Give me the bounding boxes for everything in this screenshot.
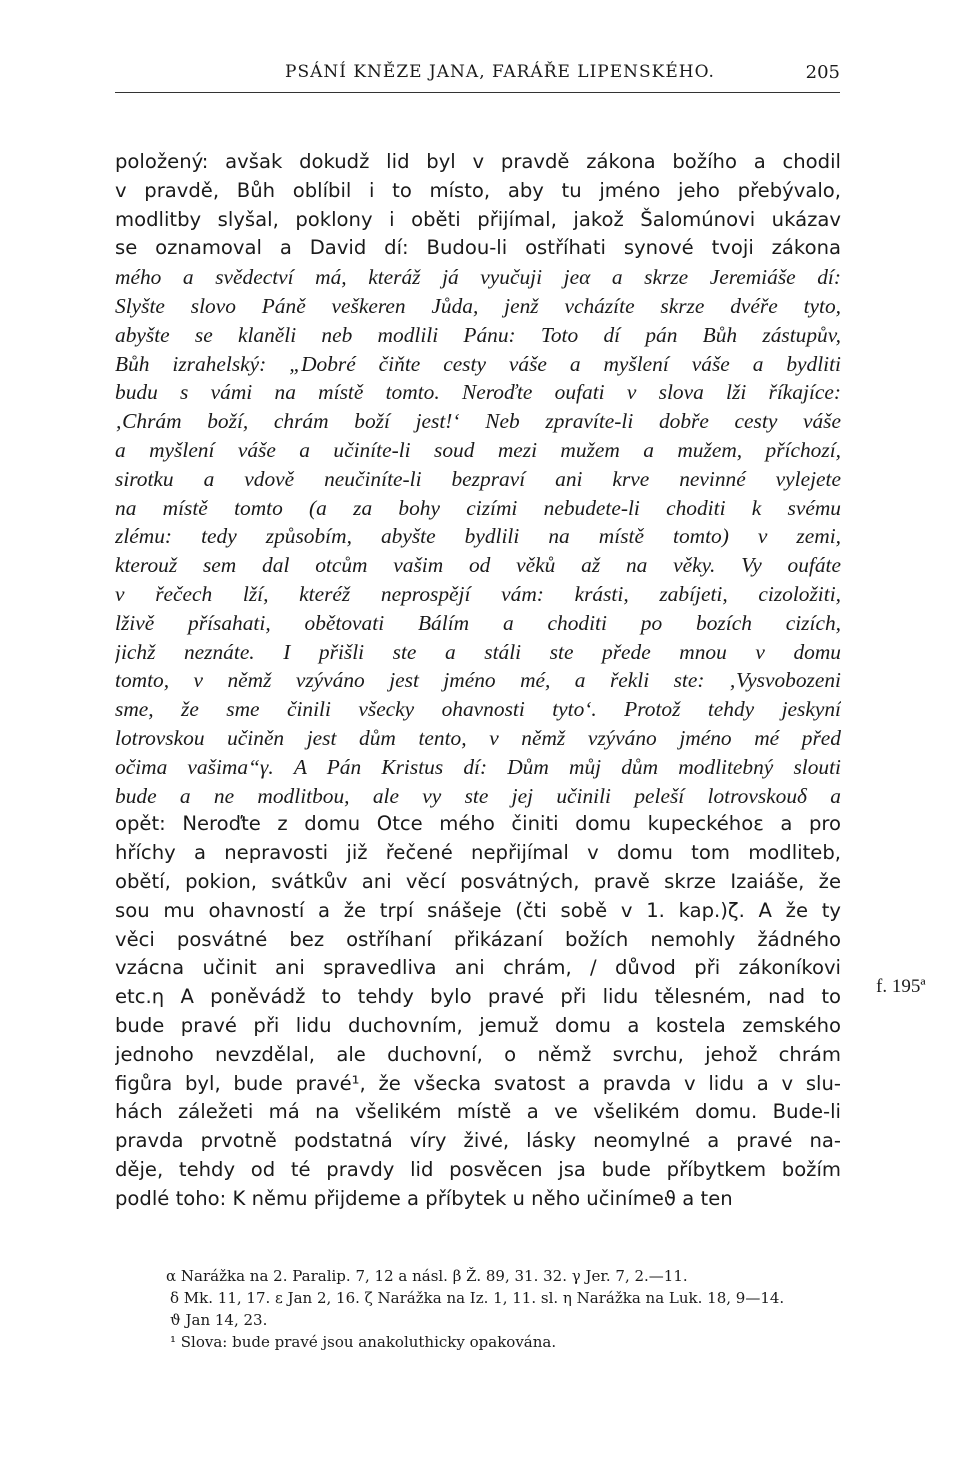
text-line: sou mu ohavností a že trpí snášeje (čti sobě v 1. kap.)ζ. A že ty	[115, 898, 841, 922]
text-line: abyšte se klaněli neb modlili Pánu: Toto dí pán Bůh zástupův,	[115, 322, 841, 347]
footnote-line: δ Mk. 11, 17. ε Jan 2, 16. ζ Narážka na Iz. 1, 11. sl. η Narážka na Luk. 18, 9—14.	[170, 1289, 785, 1307]
text-line: položený: avšak dokudž lid byl v pravdě zákona božího a chodil	[115, 150, 841, 173]
body-text	[115, 148, 841, 1213]
text-line: budu s vámi na místě tomto. Neroďte oufati v slova lži říkajíce:	[115, 380, 841, 405]
margin-folio-note: f. 195ª	[876, 976, 926, 997]
text-line: sme, že sme činili všecky ohavnosti tyto‘. Protož tehdy jeskyní	[115, 697, 841, 722]
text-line: hách záležeti má na všelikém místě a ve všelikém domu. Bude-li	[115, 1100, 841, 1124]
text-line: opět: Neroďte z domu Otce mého činiti domu kupeckéhoε a pro	[115, 812, 841, 836]
text-line: v řečech lží, kteréž neprospějí vám: krásti, zabíjeti, cizoložiti,	[115, 581, 841, 606]
text-line: kterouž sem dal otcům vašim od věků až na věky. Vy oufáte	[115, 553, 841, 578]
text-line: lotrovskou učiněn jest dům tento, v němž vzýváno jméno mé před	[115, 725, 841, 750]
footnote-line: α Narážka na 2. Paralip. 7, 12 a násl. β Ž. 89, 31. 32. γ Jer. 7, 2.—11.	[166, 1267, 688, 1285]
text-line: v pravdě, Bůh oblíbil i to místo, aby tu jméno jeho přebývalo,	[115, 178, 841, 202]
text-line: bude pravé při lidu duchovním, jemuž domu a kostela zemského	[115, 1013, 841, 1037]
text-line: mého a svědectví má, kteráž já vyučuji jeα a skrze Jeremiáše dí:	[115, 265, 841, 290]
page-number: 205	[805, 62, 840, 83]
text-line: jichž neznáte. I přišli ste a stáli ste přede mnou v domu	[115, 639, 841, 664]
text-line: modlitby slyšal, poklony i oběti přijímal, jakož Šalomúnovi ukázav	[115, 207, 841, 231]
footnote-line: ¹ Slova: bude pravé jsou anakoluthicky opakována.	[170, 1333, 557, 1351]
text-line: Slyšte slovo Páně veškeren Jůda, jenž vcházíte skrze dvéře tyto,	[115, 293, 841, 318]
text-line: očima vašima“γ. A Pán Kristus dí: Dům můj dům modlitebný slouti	[115, 754, 841, 779]
text-line: jednoho nevzdělal, ale duchovní, o němž svrchu, jehož chrám	[115, 1042, 841, 1066]
text-line: bude a ne modlitbou, ale vy ste jej učinili peleší lotrovskouδ a	[115, 783, 841, 808]
text-line: zlému: tedy způsobím, abyšte bydlili na místě tomto) v zemi,	[115, 524, 841, 549]
text-line: obětí, pokion, svátkův ani věcí posvátných, pravě skrze Izaiáše, že	[115, 869, 841, 893]
text-line: etc.η A poněvádž to tehdy bylo pravé při lidu tělesném, nad to	[115, 985, 841, 1009]
text-line: vzácna učinit ani spravedliva ani chrám, / důvod při zákoníkovi	[115, 956, 841, 980]
footnote-line: ϑ Jan 14, 23.	[170, 1311, 268, 1329]
text-line: ‚Chrám boží, chrám boží jest!‘ Neb zpravíte-li dobře cesty váše	[115, 409, 841, 434]
text-line: věci posvátné bez ostříhaní přikázaní božích nemohly žádného	[115, 927, 841, 951]
text-line: lživě přísahati, obětovati Bálím a choditi po bozích cizích,	[115, 610, 841, 635]
running-title: PSÁNÍ KNĚZE JANA, FARÁŘE LIPENSKÉHO.	[285, 62, 715, 82]
text-line: tomto, v němž vzýváno jest jméno mé, a řekli ste: ‚Vysvobozeni	[115, 668, 841, 693]
footnotes	[166, 1265, 840, 1353]
text-line: Bůh izrahelský: „Dobré čiňte cesty váše a myšlení váše a bydliti	[115, 351, 841, 376]
text-line: podlé toho: K němu přijdeme a příbytek u něho učinímeϑ a ten	[115, 1186, 733, 1210]
text-line: sirotku a vdově neučiníte-li bezpraví ani krve nevinné vylejete	[115, 466, 841, 491]
text-line: figůra byl, bude pravé¹, že všecka svatost a pravda v lidu a v slu-	[115, 1071, 841, 1095]
running-header	[115, 62, 840, 88]
text-line: hříchy a nepravosti již řečené nepřijímal v domu tom modliteb,	[115, 841, 841, 865]
text-line: pravda prvotně podstatná víry živé, lásky neomylné a pravé na-	[115, 1129, 841, 1153]
text-line: na místě tomto (a za bohy cizími nebudete-li choditi k svému	[115, 495, 841, 520]
header-rule	[115, 92, 840, 93]
text-line: a myšlení váše a učiníte-li soud mezi mužem a mužem, příchozí,	[115, 437, 841, 462]
text-line: se oznamoval a David dí: Budou-li ostříhati synové tvoji zákona	[115, 236, 841, 260]
text-line: děje, tehdy od té pravdy lid posvěcen jsa bude příbytkem božím	[115, 1157, 841, 1181]
